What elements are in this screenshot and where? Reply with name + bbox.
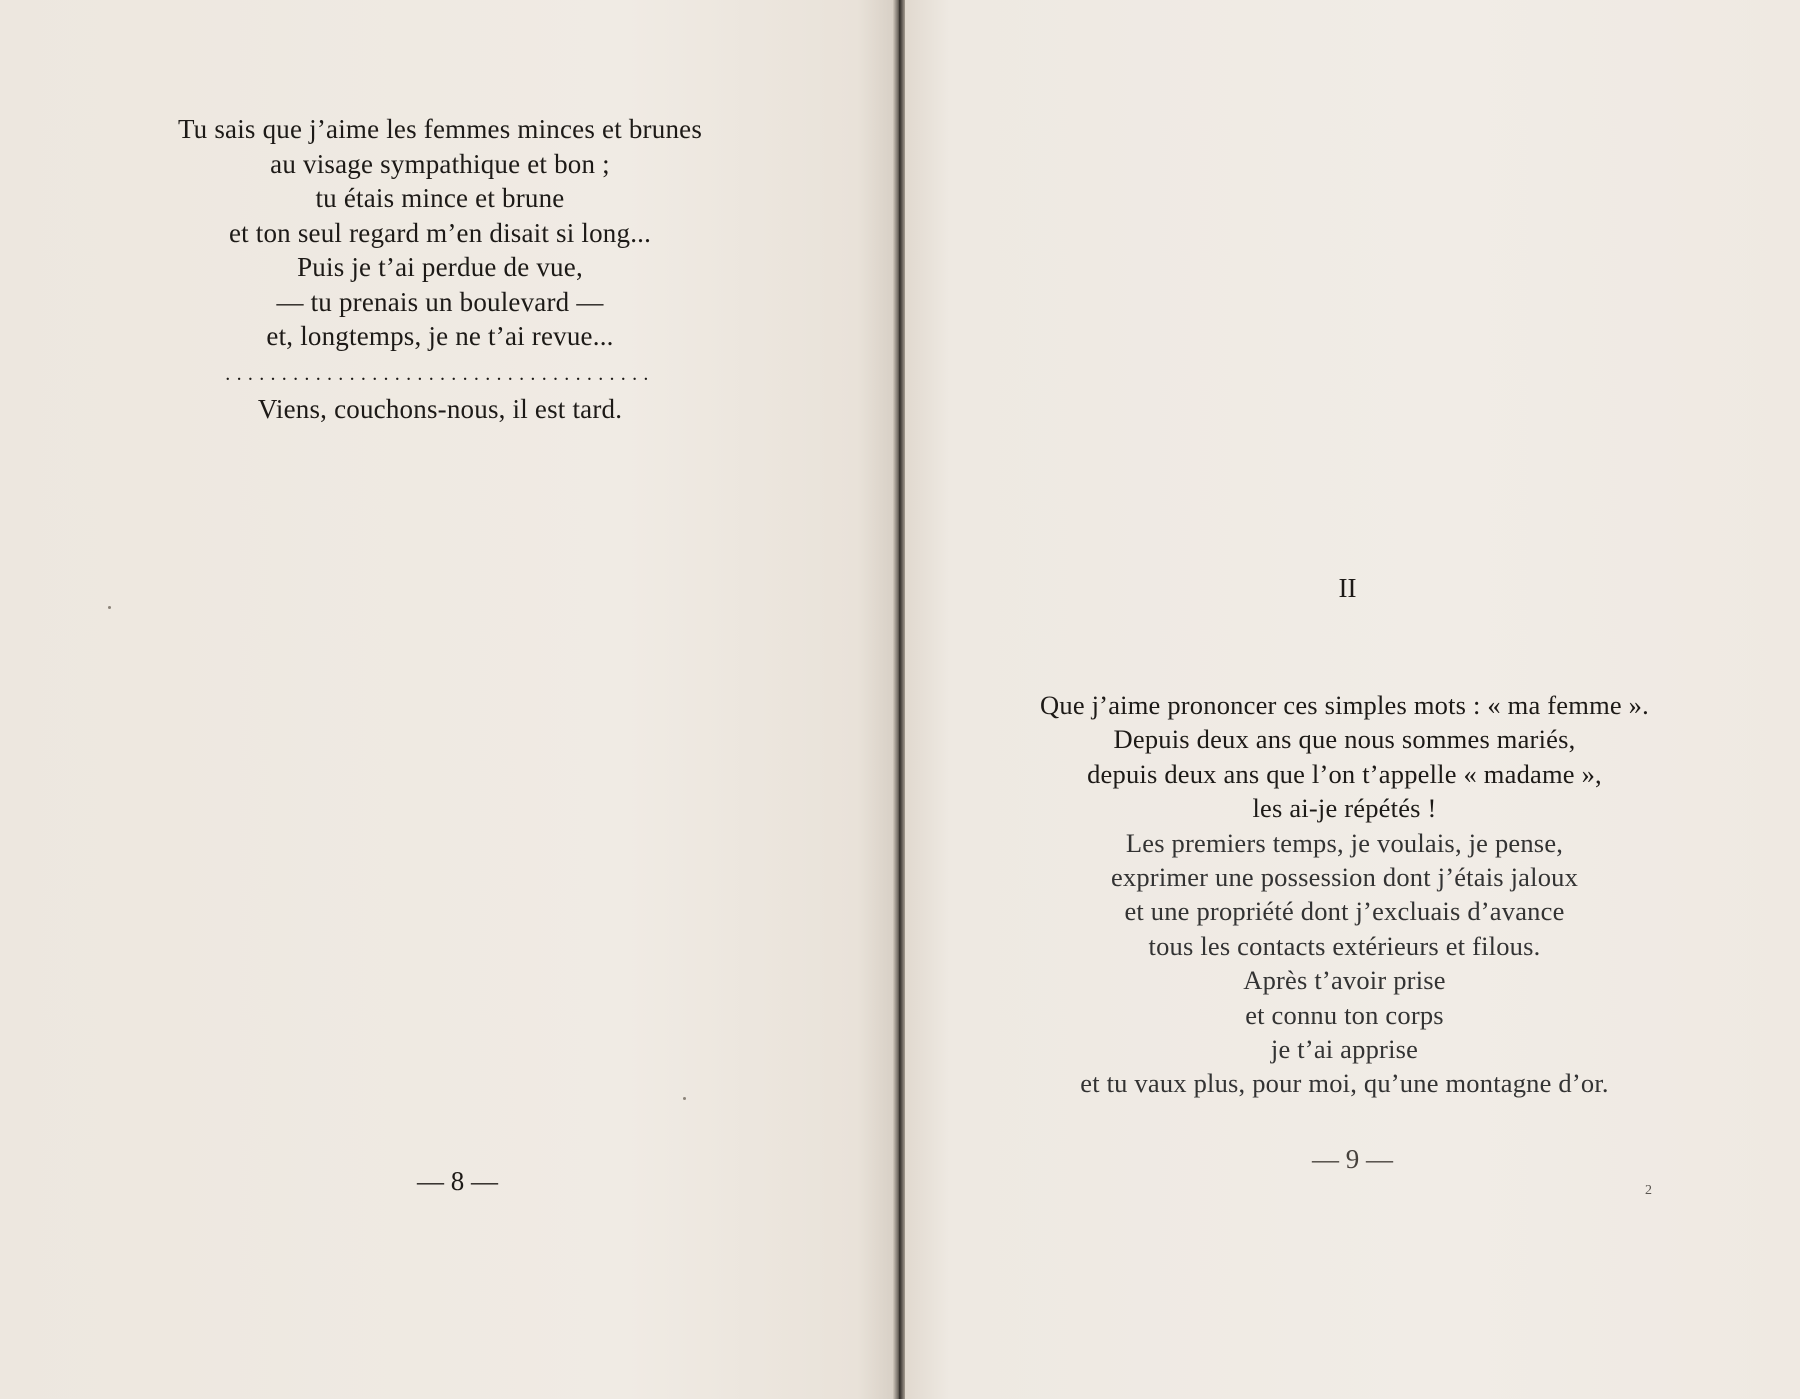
poem-line: Depuis deux ans que nous sommes mariés, [1113, 724, 1576, 755]
page-number-left: — 8 — [417, 1166, 498, 1196]
poem-line: Après t’avoir prise [1243, 965, 1446, 996]
poem-line: au visage sympathique et bon ; [270, 148, 610, 179]
left-poem [140, 112, 740, 426]
poem-line: tous les contacts extérieurs et filous. [1148, 930, 1541, 961]
left-page [0, 0, 893, 1399]
poem-line: Les premiers temps, je voulais, je pense, [1125, 827, 1564, 858]
poem-line: exprimer une possession dont j’étais jaloux [1110, 862, 1579, 893]
right-poem [1012, 688, 1677, 1101]
poem-line: Que j’aime prononcer ces simples mots : « ma femme ». [1040, 690, 1649, 720]
poem-line: depuis deux ans que l’on t’appelle « madame », [1087, 758, 1602, 789]
signature-mark: 2 [1645, 1183, 1652, 1198]
paper-speck [683, 1097, 686, 1100]
paper-speck [108, 606, 111, 609]
poem-line: — tu prenais un boulevard — [276, 286, 604, 317]
poem-line: et tu vaux plus, pour moi, qu’une montagne d’or. [1080, 1068, 1609, 1099]
poem-line: Tu sais que j’aime les femmes minces et brunes [177, 114, 703, 144]
poem-line: et, longtemps, je ne t’ai revue... [266, 321, 614, 351]
book-gutter [893, 0, 905, 1399]
page-number-right: — 9 — [1312, 1144, 1393, 1174]
poem-line: et ton seul regard m’en disait si long... [228, 217, 652, 248]
poem-line: Puis je t’ai perdue de vue, [297, 252, 583, 282]
closing-line: Viens, couchons-nous, il est tard. [257, 393, 623, 424]
poem-line: les ai-je répétés ! [1252, 793, 1437, 824]
poem-line: tu étais mince et brune [315, 183, 565, 213]
poem-line: et une propriété dont j’excluais d’avance [1124, 896, 1565, 927]
section-number: II [1338, 573, 1357, 603]
ellipsis-row: ...................................... [225, 362, 655, 385]
poem-line: et connu ton corps [1245, 999, 1444, 1030]
poem-line: je t’ai apprise [1270, 1034, 1419, 1065]
